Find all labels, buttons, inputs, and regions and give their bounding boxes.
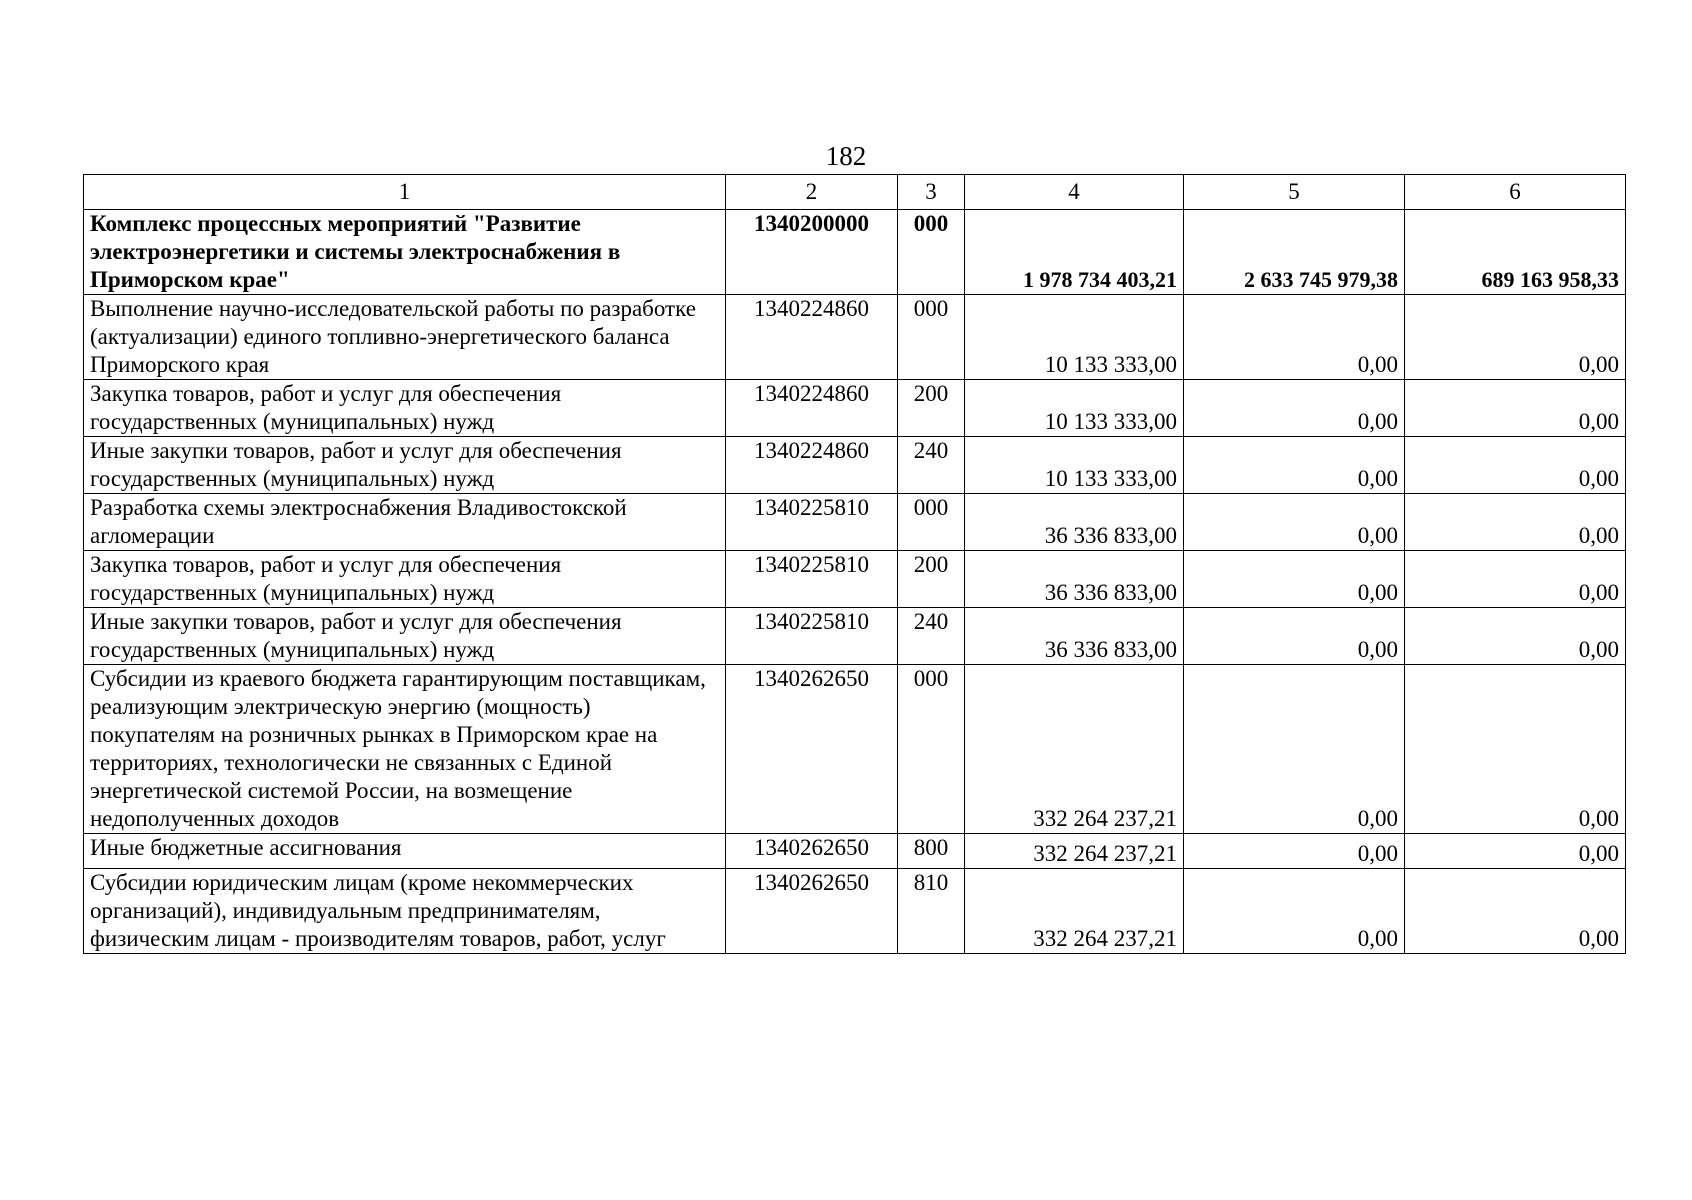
- row-value-col4: 332 264 237,21: [965, 834, 1184, 869]
- row-value-col4: 332 264 237,21: [965, 665, 1184, 834]
- table-row: [84, 295, 1626, 380]
- row-value-col6: 0,00: [1405, 834, 1626, 869]
- row-type-cell: 200: [898, 380, 965, 437]
- row-code-cell: 1340262650: [726, 665, 898, 834]
- row-code-cell: 1340224860: [726, 380, 898, 437]
- row-name-cell: Субсидии из краевого бюджета гарантирующим поставщикам, реализующим электрическую энергию (мощность) покупателям на розничных рынках в Приморском крае на территориях, технологически не связанных с Единой энергетической системой России, на возмещение недополученных доходов: [84, 665, 726, 834]
- row-value-col6: 0,00: [1405, 608, 1626, 665]
- row-value-col4: 10 133 333,00: [965, 295, 1184, 380]
- table-row: [84, 869, 1626, 954]
- row-value-col5: 0,00: [1184, 380, 1405, 437]
- row-code-cell: 1340225810: [726, 494, 898, 551]
- row-value-col4: 36 336 833,00: [965, 608, 1184, 665]
- row-value-col5: 0,00: [1184, 437, 1405, 494]
- row-code-cell: 1340200000: [726, 210, 898, 295]
- row-value-col5: 0,00: [1184, 665, 1405, 834]
- row-value-col5: 2 633 745 979,38: [1184, 210, 1405, 295]
- header-cell-6: 6: [1405, 175, 1626, 210]
- row-name-cell: Разработка схемы электроснабжения Владивостокской агломерации: [84, 494, 726, 551]
- row-value-col6: 0,00: [1405, 295, 1626, 380]
- row-name-cell: Комплекс процессных мероприятий "Развитие электроэнергетики и системы электроснабжения в Приморском крае": [84, 210, 726, 295]
- row-type-cell: 810: [898, 869, 965, 954]
- row-name-cell: Иные бюджетные ассигнования: [84, 834, 726, 869]
- table-row: [84, 494, 1626, 551]
- row-value-col6: 0,00: [1405, 494, 1626, 551]
- table-row: [84, 834, 1626, 869]
- header-cell-5: 5: [1184, 175, 1405, 210]
- row-value-col6: 0,00: [1405, 869, 1626, 954]
- row-value-col6: 0,00: [1405, 437, 1626, 494]
- header-cell-4: 4: [965, 175, 1184, 210]
- row-code-cell: 1340262650: [726, 834, 898, 869]
- row-name-cell: Выполнение научно-исследовательской работы по разработке (актуализации) единого топливно-энергетического баланса Приморского края: [84, 295, 726, 380]
- table-row: [84, 551, 1626, 608]
- row-value-col4: 10 133 333,00: [965, 380, 1184, 437]
- row-value-col5: 0,00: [1184, 494, 1405, 551]
- row-name-cell: Субсидии юридическим лицам (кроме некоммерческих организаций), индивидуальным предпринимателям, физическим лицам - производителям товаров, работ, услуг: [84, 869, 726, 954]
- row-code-cell: 1340224860: [726, 295, 898, 380]
- header-cell-2: 2: [726, 175, 898, 210]
- row-value-col5: 0,00: [1184, 869, 1405, 954]
- row-code-cell: 1340225810: [726, 551, 898, 608]
- row-type-cell: 000: [898, 494, 965, 551]
- page-number: 182: [825, 141, 867, 171]
- row-value-col4: 36 336 833,00: [965, 494, 1184, 551]
- table-row: [84, 380, 1626, 437]
- header-cell-3: 3: [898, 175, 965, 210]
- row-type-cell: 240: [898, 608, 965, 665]
- row-value-col5: 0,00: [1184, 608, 1405, 665]
- row-value-col6: 0,00: [1405, 380, 1626, 437]
- row-value-col5: 0,00: [1184, 295, 1405, 380]
- row-name-cell: Закупка товаров, работ и услуг для обеспечения государственных (муниципальных) нужд: [84, 551, 726, 608]
- budget-table: [83, 174, 1626, 954]
- table-row: [84, 608, 1626, 665]
- row-name-cell: Закупка товаров, работ и услуг для обеспечения государственных (муниципальных) нужд: [84, 380, 726, 437]
- row-value-col4: 10 133 333,00: [965, 437, 1184, 494]
- header-row: [84, 175, 1626, 210]
- row-code-cell: 1340262650: [726, 869, 898, 954]
- table-row: [84, 437, 1626, 494]
- row-name-cell: Иные закупки товаров, работ и услуг для обеспечения государственных (муниципальных) нужд: [84, 437, 726, 494]
- row-value-col4: 36 336 833,00: [965, 551, 1184, 608]
- row-code-cell: 1340225810: [726, 608, 898, 665]
- table-row: [84, 210, 1626, 295]
- row-value-col6: 689 163 958,33: [1405, 210, 1626, 295]
- table-row: [84, 665, 1626, 834]
- row-value-col4: 1 978 734 403,21: [965, 210, 1184, 295]
- header-cell-1: 1: [84, 175, 726, 210]
- row-type-cell: 000: [898, 210, 965, 295]
- row-code-cell: 1340224860: [726, 437, 898, 494]
- row-value-col6: 0,00: [1405, 551, 1626, 608]
- row-value-col6: 0,00: [1405, 665, 1626, 834]
- row-type-cell: 240: [898, 437, 965, 494]
- row-type-cell: 200: [898, 551, 965, 608]
- row-value-col4: 332 264 237,21: [965, 869, 1184, 954]
- row-type-cell: 800: [898, 834, 965, 869]
- row-type-cell: 000: [898, 295, 965, 380]
- row-value-col5: 0,00: [1184, 551, 1405, 608]
- row-type-cell: 000: [898, 665, 965, 834]
- row-value-col5: 0,00: [1184, 834, 1405, 869]
- row-name-cell: Иные закупки товаров, работ и услуг для обеспечения государственных (муниципальных) нужд: [84, 608, 726, 665]
